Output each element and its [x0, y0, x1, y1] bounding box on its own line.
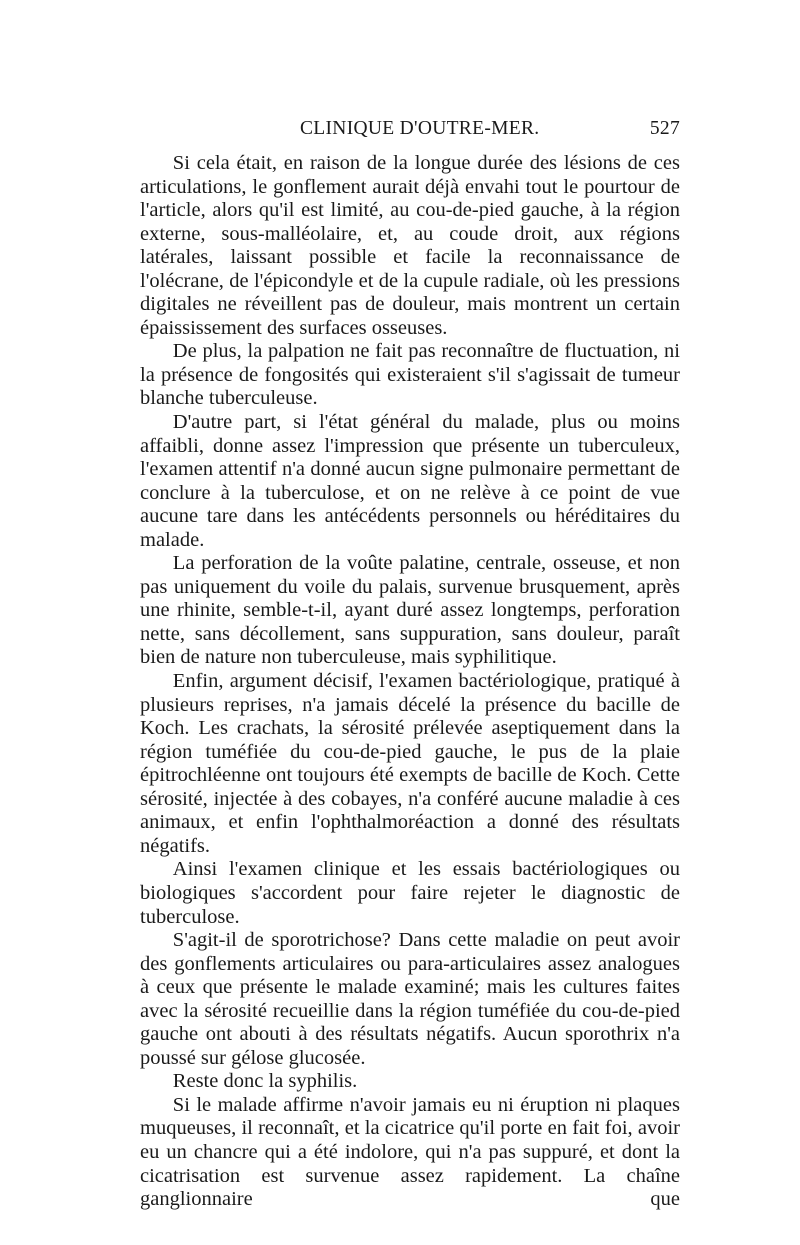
page-number: 527 — [649, 118, 680, 139]
paragraph: Ainsi l'examen clinique et les essais bactériologiques ou biologiques s'accordent pour faire rejeter le diagnostic de tuberculose. — [140, 858, 680, 928]
paragraph: De plus, la palpation ne fait pas reconnaître de fluctuation, ni la présence de fongosités qui existeraient s'il s'agissait de tumeur blanche tuberculeuse. — [140, 340, 680, 410]
paragraph: Si cela était, en raison de la longue durée des lésions de ces articulations, le gonflement aurait déjà envahi tout le pourtour de l'article, alors qu'il est limité, au cou-de-pied gauche, à la région externe, sous-malléolaire, et, au coude droit, aux régions latérales, laissant possible et facile la reconnaissance de l'olécrane, de l'épicondyle et de la cupule radiale, où les pressions digitales ne réveillent pas de douleur, mais montrent un certain épaississement des surfaces osseuses. — [140, 152, 680, 339]
paragraph: Si le malade affirme n'avoir jamais eu ni éruption ni plaques muqueuses, il reconnaît, et la cicatrice qu'il porte en fait foi, avoir eu un chancre qui a été indolore, qui n'a pas suppuré, et dont la cicatrisation est survenue assez rapidement. La chaîne ganglionnaire que — [140, 1093, 680, 1211]
paragraph: La perforation de la voûte palatine, centrale, osseuse, et non pas uniquement du voile du palais, survenue brusquement, après une rhinite, semble-t-il, ayant duré assez longtemps, perforation nette, sans décollement, sans suppuration, sans douleur, paraît bien de nature non tuberculeuse, mais syphilitique. — [140, 552, 680, 669]
body-text — [140, 152, 680, 1212]
running-head — [140, 118, 680, 144]
running-title: CLINIQUE D'OUTRE-MER. — [300, 118, 540, 139]
paragraph: D'autre part, si l'état général du malade, plus ou moins affaibli, donne assez l'impression que présente un tuberculeux, l'examen attentif n'a donné aucun signe pulmonaire permettant de conclure à la tuberculose, et on ne relève à ce point de vue aucune tare dans les antécédents personnels ou héréditaires du malade. — [140, 411, 680, 551]
paragraph: S'agit-il de sporotrichose? Dans cette maladie on peut avoir des gonflements articulaires ou para-articulaires assez analogues à ceux que présente le malade examiné; mais les cultures faites avec la sérosité recueillie dans la région tuméfiée du cou-de-pied gauche ont abouti à des résultats négatifs. Aucun sporothrix n'a poussé sur gélose glucosée. — [140, 929, 680, 1069]
paragraph: Enfin, argument décisif, l'examen bactériologique, pratiqué à plusieurs reprises, n'a jamais décelé la présence du bacille de Koch. Les crachats, la sérosité prélevée aseptiquement dans la région tuméfiée du cou-de-pied gauche, le pus de la plaie épitrochléenne ont toujours été exempts de bacille de Koch. Cette sérosité, injectée à des cobayes, n'a conféré aucune maladie à ces animaux, et enfin l'ophthalmoréaction a donné des résultats négatifs. — [140, 670, 680, 857]
paragraph: Reste donc la syphilis. — [172, 1070, 358, 1093]
